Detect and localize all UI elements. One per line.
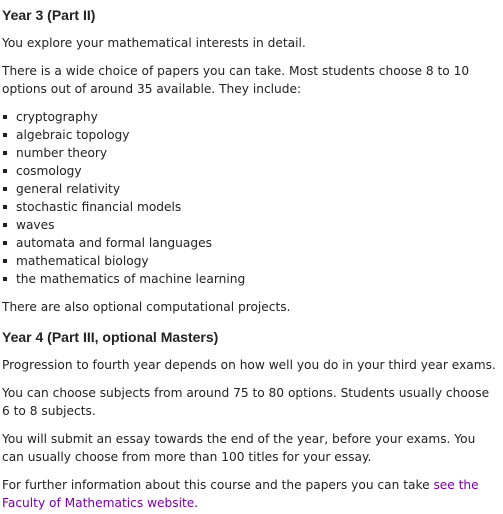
- year3-computational: There are also optional computational projects.: [2, 300, 291, 314]
- bullet-icon: [3, 133, 7, 137]
- paper-label: stochastic financial models: [16, 200, 182, 214]
- paper-label: automata and formal languages: [16, 236, 212, 250]
- bullet-icon: [3, 205, 7, 209]
- info-text: For further information about this course and the papers you can take: [2, 478, 434, 492]
- list-item: [2, 252, 500, 270]
- year3-heading: Year 3 (Part II): [2, 7, 96, 23]
- paper-label: mathematical biology: [16, 254, 149, 268]
- paper-label: general relativity: [16, 182, 121, 196]
- list-item: [2, 126, 500, 144]
- list-item: [2, 180, 500, 198]
- bullet-icon: [3, 259, 7, 263]
- bullet-icon: [3, 115, 7, 119]
- list-item: [2, 198, 500, 216]
- year4-progression: Progression to fourth year depends on how well you do in your third year exams.: [2, 358, 496, 372]
- paper-label: number theory: [16, 146, 108, 160]
- bullet-icon: [3, 169, 7, 173]
- list-item: [2, 144, 500, 162]
- year4-essay: You will submit an essay towards the end of the year, before your exams. You can usually choose from more than 100 titles for your essay.: [2, 432, 476, 464]
- list-item: [2, 216, 500, 234]
- year3-intro: You explore your mathematical interests in detail.: [2, 36, 306, 50]
- paper-label: the mathematics of machine learning: [16, 272, 246, 286]
- year4-subjects: You can choose subjects from around 75 to 80 options. Students usually choose 6 to 8 subjects.: [2, 386, 490, 418]
- paper-label: cosmology: [16, 164, 82, 178]
- paper-label: waves: [16, 218, 55, 232]
- year4-heading: Year 4 (Part III, optional Masters): [2, 329, 219, 345]
- bullet-icon: [3, 187, 7, 191]
- papers-list: [2, 108, 500, 288]
- list-item: [2, 108, 500, 126]
- year3-choice: There is a wide choice of papers you can take. Most students choose 8 to 10 options out of around 35 available. They include:: [2, 64, 470, 96]
- year4-info: [2, 476, 500, 512]
- list-item: [2, 234, 500, 252]
- bullet-icon: [3, 223, 7, 227]
- bullet-icon: [3, 151, 7, 155]
- info-suffix: .: [194, 496, 199, 510]
- bullet-icon: [3, 241, 7, 245]
- paper-label: algebraic topology: [16, 128, 130, 142]
- faculty-website-link[interactable]: see the Faculty of Mathematics website: [2, 478, 479, 510]
- list-item: [2, 270, 500, 288]
- paper-label: cryptography: [16, 110, 98, 124]
- list-item: [2, 162, 500, 180]
- bullet-icon: [3, 277, 7, 281]
